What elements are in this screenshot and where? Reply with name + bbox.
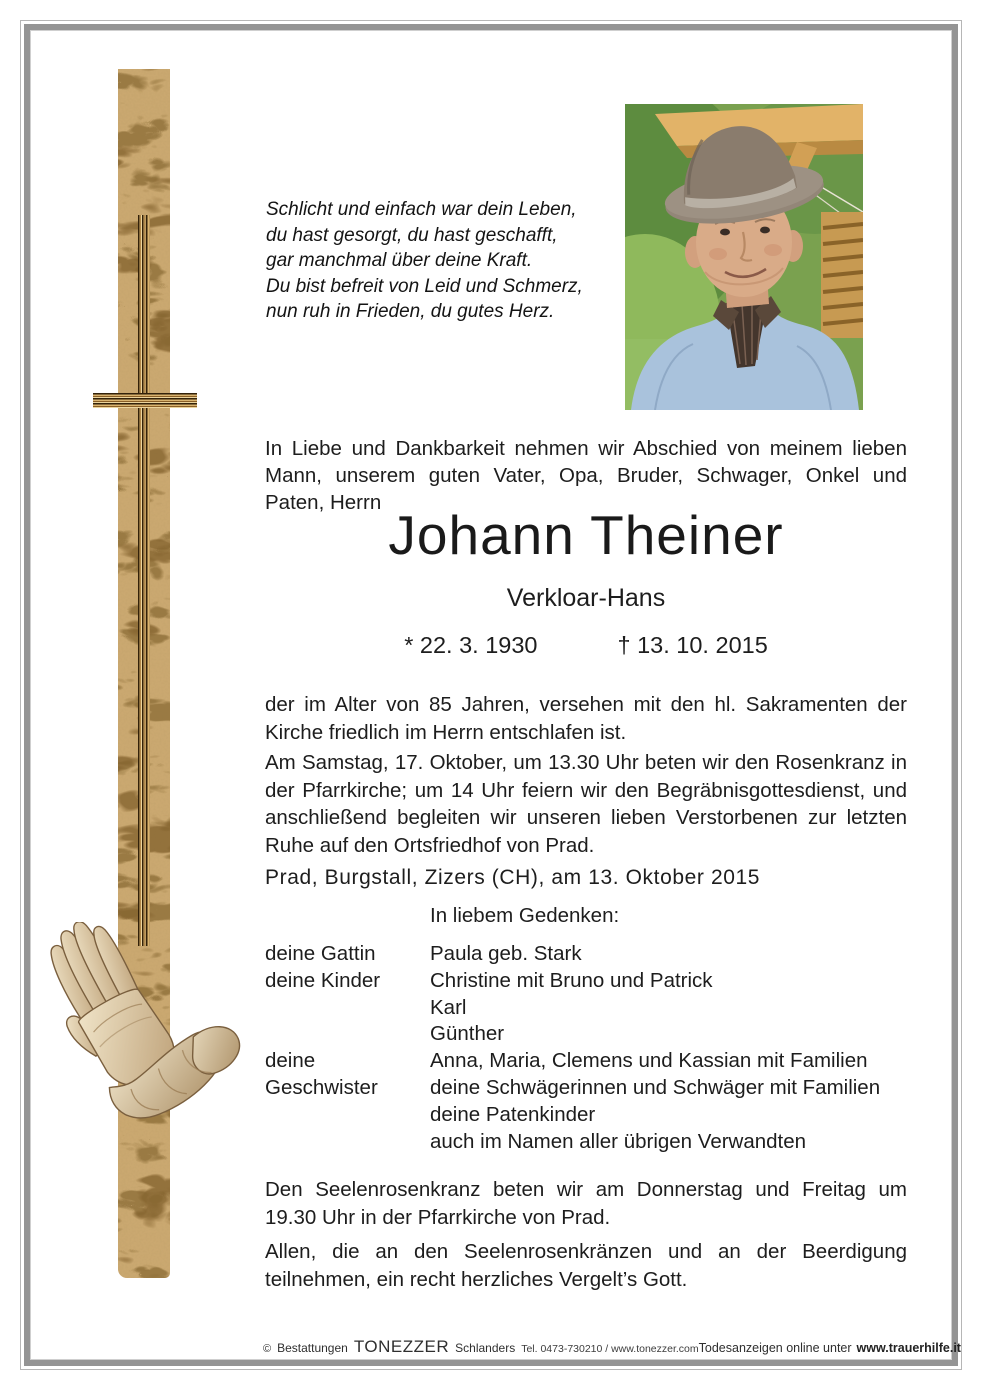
portal-link[interactable]: www.trauerhilfe.it <box>856 1341 961 1355</box>
death-date: † 13. 10. 2015 <box>617 632 768 658</box>
family-member-line: Anna, Maria, Clemens und Kassian mit Familien <box>430 1049 868 1073</box>
death-paragraph: der im Alter von 85 Jahren, versehen mit den hl. Sakramenten der Kirche friedlich im Herrn entschlafen ist. <box>265 693 907 744</box>
funeral-home-town: Schlanders <box>455 1341 516 1355</box>
gold-cross-horizontal-bar <box>93 393 197 408</box>
memorial-poem <box>266 197 626 325</box>
family-row <box>265 1048 925 1155</box>
copyright-icon: © <box>263 1343 272 1355</box>
gold-cross-vertical-line <box>138 215 150 946</box>
intro-text: In Liebe und Dankbarkeit nehmen wir Abschied von meinem lieben Mann, unserem guten Vater, Opa, Bruder, Schwager, Onkel und Paten, Herrn <box>265 437 907 514</box>
thanks-paragraph: Allen, die an den Seelenrosenkränzen und an der Beerdigung teilnehmen, ein recht herzliches Vergelt’s Gott. <box>265 1240 907 1291</box>
funeral-paragraph: Am Samstag, 17. Oktober, um 13.30 Uhr beten wir den Rosenkranz in der Pfarrkirche; um 14 Uhr feiern wir den Begräbnisgottesdienst, und anschließend begleiten wir unseren lieben Verstorbenen zur letzten Ruhe auf den Ortsfriedhof von Prad. <box>265 751 907 857</box>
poem-line: gar manchmal über deine Kraft. <box>266 250 533 271</box>
family-row <box>265 941 925 968</box>
family-row <box>265 968 925 1048</box>
place-date-line: Prad, Burgstall, Zizers (CH), am 13. Oktober 2015 <box>265 866 761 889</box>
poem-line: nun ruh in Frieden, du gutes Herz. <box>266 301 555 322</box>
family-member-line: deine Schwägerinnen und Schwäger mit Familien <box>430 1075 881 1099</box>
family-role-label: deine Gattin <box>265 942 376 965</box>
family-role-label: deine Geschwister <box>265 1049 378 1099</box>
deceased-name: Johann Theiner <box>388 504 784 566</box>
family-member-line: Günther <box>430 1022 505 1046</box>
poem-line: du hast gesorgt, du hast geschafft, <box>266 224 558 246</box>
deceased-nickname: Verkloar-Hans <box>506 584 666 612</box>
praying-hands-image <box>48 922 256 1166</box>
remembrance-heading: In liebem Gedenken: <box>430 904 620 927</box>
family-member-line: Christine mit Bruno und Patrick <box>430 968 713 992</box>
birth-date: * 22. 3. 1930 <box>404 632 538 658</box>
funeral-home-prefix: Bestattungen <box>277 1341 348 1355</box>
family-member-line: Paula geb. Stark <box>430 942 582 965</box>
family-member-line: Karl <box>430 995 467 1019</box>
funeral-home-name: TONEZZER <box>353 1337 450 1356</box>
family-members <box>430 941 925 968</box>
family-list <box>265 941 925 1155</box>
praying-hands-drawing <box>48 922 256 1166</box>
life-dates <box>265 632 907 659</box>
family-members <box>430 968 925 1048</box>
rosary-paragraph: Den Seelenrosenkranz beten wir am Donnerstag und Freitag um 19.30 Uhr in der Pfarrkirche von Prad. <box>265 1178 907 1229</box>
portal-note-text: Todesanzeigen online unter <box>698 1341 852 1355</box>
family-role-label: deine Kinder <box>265 968 381 992</box>
portrait-photo <box>625 104 863 410</box>
footer <box>263 1337 961 1357</box>
family-member-line: auch im Namen aller übrigen Verwandten <box>430 1129 807 1153</box>
obituary-portal-note <box>699 1341 961 1355</box>
poem-line: Du bist befreit von Leid und Schmerz, <box>266 275 583 297</box>
family-members <box>430 1048 925 1155</box>
funeral-home-credit <box>263 1337 699 1357</box>
funeral-home-contact: Tel. 0473-730210 / www.tonezzer.com <box>521 1343 699 1355</box>
poem-line: Schlicht und einfach war dein Leben, <box>266 199 577 220</box>
family-member-line: deine Patenkinder <box>430 1102 596 1126</box>
portrait-photo-image <box>625 104 863 410</box>
